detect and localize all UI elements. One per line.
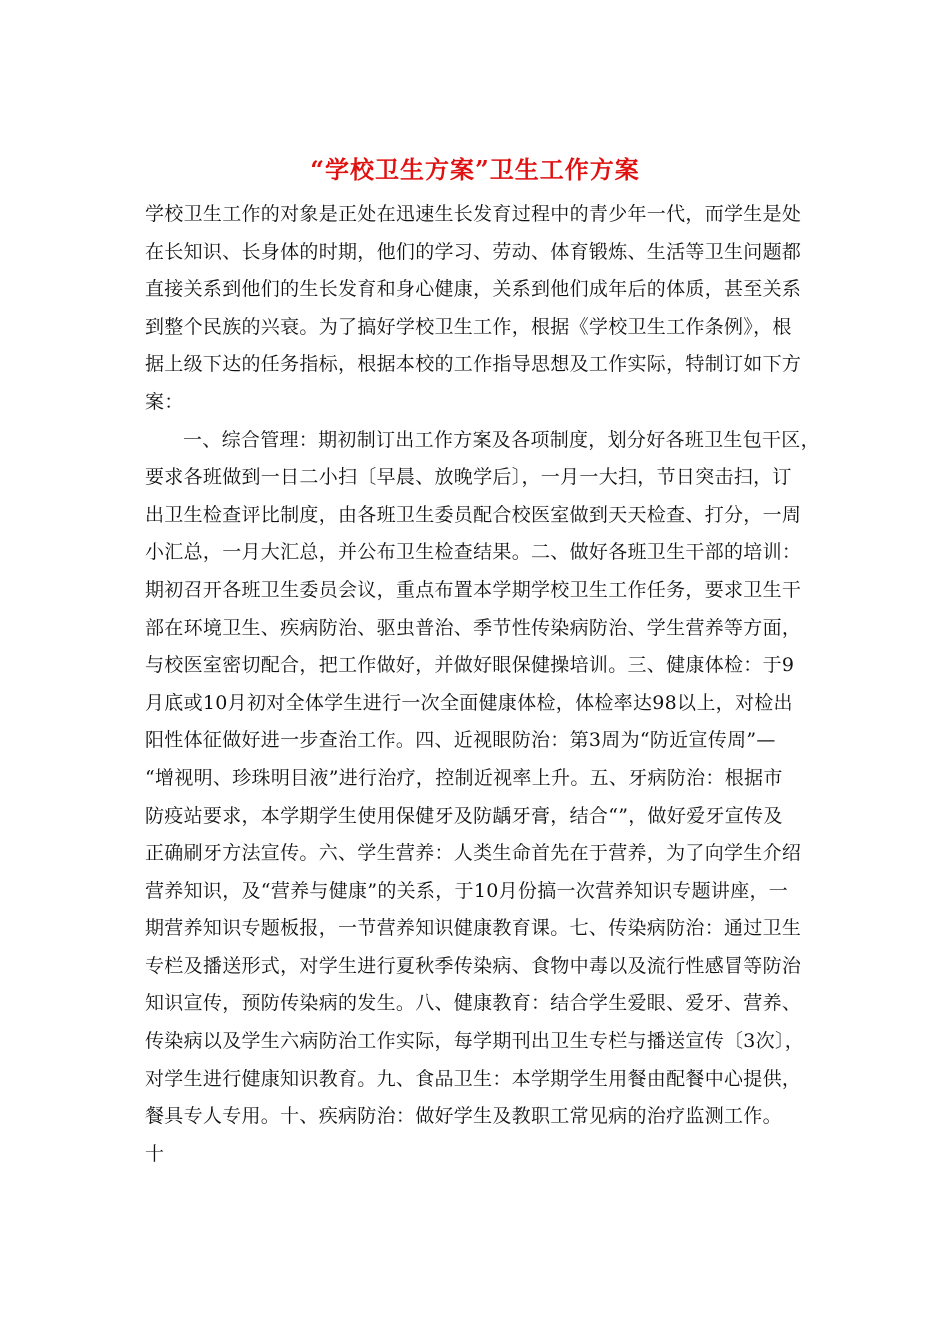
body-line: 知识宣传，预防传染病的发生。八、健康教育：结合学生爱眼、爱牙、营养、: [145, 992, 802, 1015]
body-line: 在长知识、长身体的时期，他们的学习、劳动、体育锻炼、生活等卫生问题都: [145, 240, 802, 263]
body-line: 餐具专人专用。十、疾病防治：做好学生及教职工常见病的治疗监测工作。: [145, 1105, 782, 1128]
body-line: 专栏及播送形式，对学生进行夏秋季传染病、食物中毒以及流行性感冒等防治: [145, 954, 802, 977]
body-line: 月底或10月初对全体学生进行一次全面健康体检，体检率达98以上，对检出: [145, 691, 793, 714]
body-line: 传染病以及学生六病防治工作实际，每学期刊出卫生专栏与播送宣传〔3次〕，: [145, 1030, 805, 1053]
body-line: 小汇总，一月大汇总，并公布卫生检查结果。二、做好各班卫生干部的培训：: [145, 541, 802, 564]
body-line: 十: [145, 1142, 165, 1165]
body-line: 营养知识，及“营养与健康”的关系，于10月份搞一次营养知识专题讲座，一: [145, 879, 789, 902]
body-line: 要求各班做到一日二小扫〔早晨、放晚学后〕，一月一大扫，节日突击扫，订: [145, 466, 792, 489]
body-line: 正确刷牙方法宣传。六、学生营养：人类生命首先在于营养，为了向学生介绍: [145, 842, 802, 865]
body-line: 学校卫生工作的对象是正处在迅速生长发育过程中的青少年一代，而学生是处: [145, 203, 802, 225]
body-line: 一、综合管理：期初制订出工作方案及各项制度，划分好各班卫生包干区，: [183, 428, 820, 451]
body-line: 部在环境卫生、疾病防治、驱虫普治、季节性传染病防治、学生营养等方面，: [145, 616, 802, 639]
body-line: 直接关系到他们的生长发育和身心健康，关系到他们成年后的体质，甚至关系: [145, 278, 802, 301]
document-body: [145, 196, 820, 1173]
body-line: “增视明、珍珠明目液”进行治疗，控制近视率上升。五、牙病防治：根据市: [145, 766, 783, 789]
body-line: 期初召开各班卫生委员会议，重点布置本学期学校卫生工作任务，要求卫生干: [145, 578, 802, 601]
body-line: 与校医室密切配合，把工作做好，并做好眼保健操培训。三、健康体检：于9: [145, 654, 795, 677]
body-line: 防疫站要求，本学期学生使用保健牙及防龋牙膏，结合“”，做好爱牙宣传及: [145, 804, 783, 827]
body-line: 对学生进行健康知识教育。九、食品卫生：本学期学生用餐由配餐中心提供，: [145, 1067, 802, 1090]
body-line: 到整个民族的兴衰。为了搞好学校卫生工作，根据《学校卫生工作条例》，根: [145, 315, 792, 338]
body-line: 阳性体征做好进一步查治工作。四、近视眼防治：第3周为“防近宣传周”—: [145, 729, 776, 752]
body-line: 期营养知识专题板报，一节营养知识健康教育课。七、传染病防治：通过卫生: [145, 917, 802, 940]
body-line: 案：: [145, 390, 184, 413]
document-title: “学校卫生方案”卫生工作方案: [310, 155, 640, 184]
body-line: 据上级下达的任务指标，根据本校的工作指导思想及工作实际，特制订如下方: [145, 353, 802, 376]
body-line: 出卫生检查评比制度，由各班卫生委员配合校医室做到天天检查、打分，一周: [145, 503, 802, 526]
